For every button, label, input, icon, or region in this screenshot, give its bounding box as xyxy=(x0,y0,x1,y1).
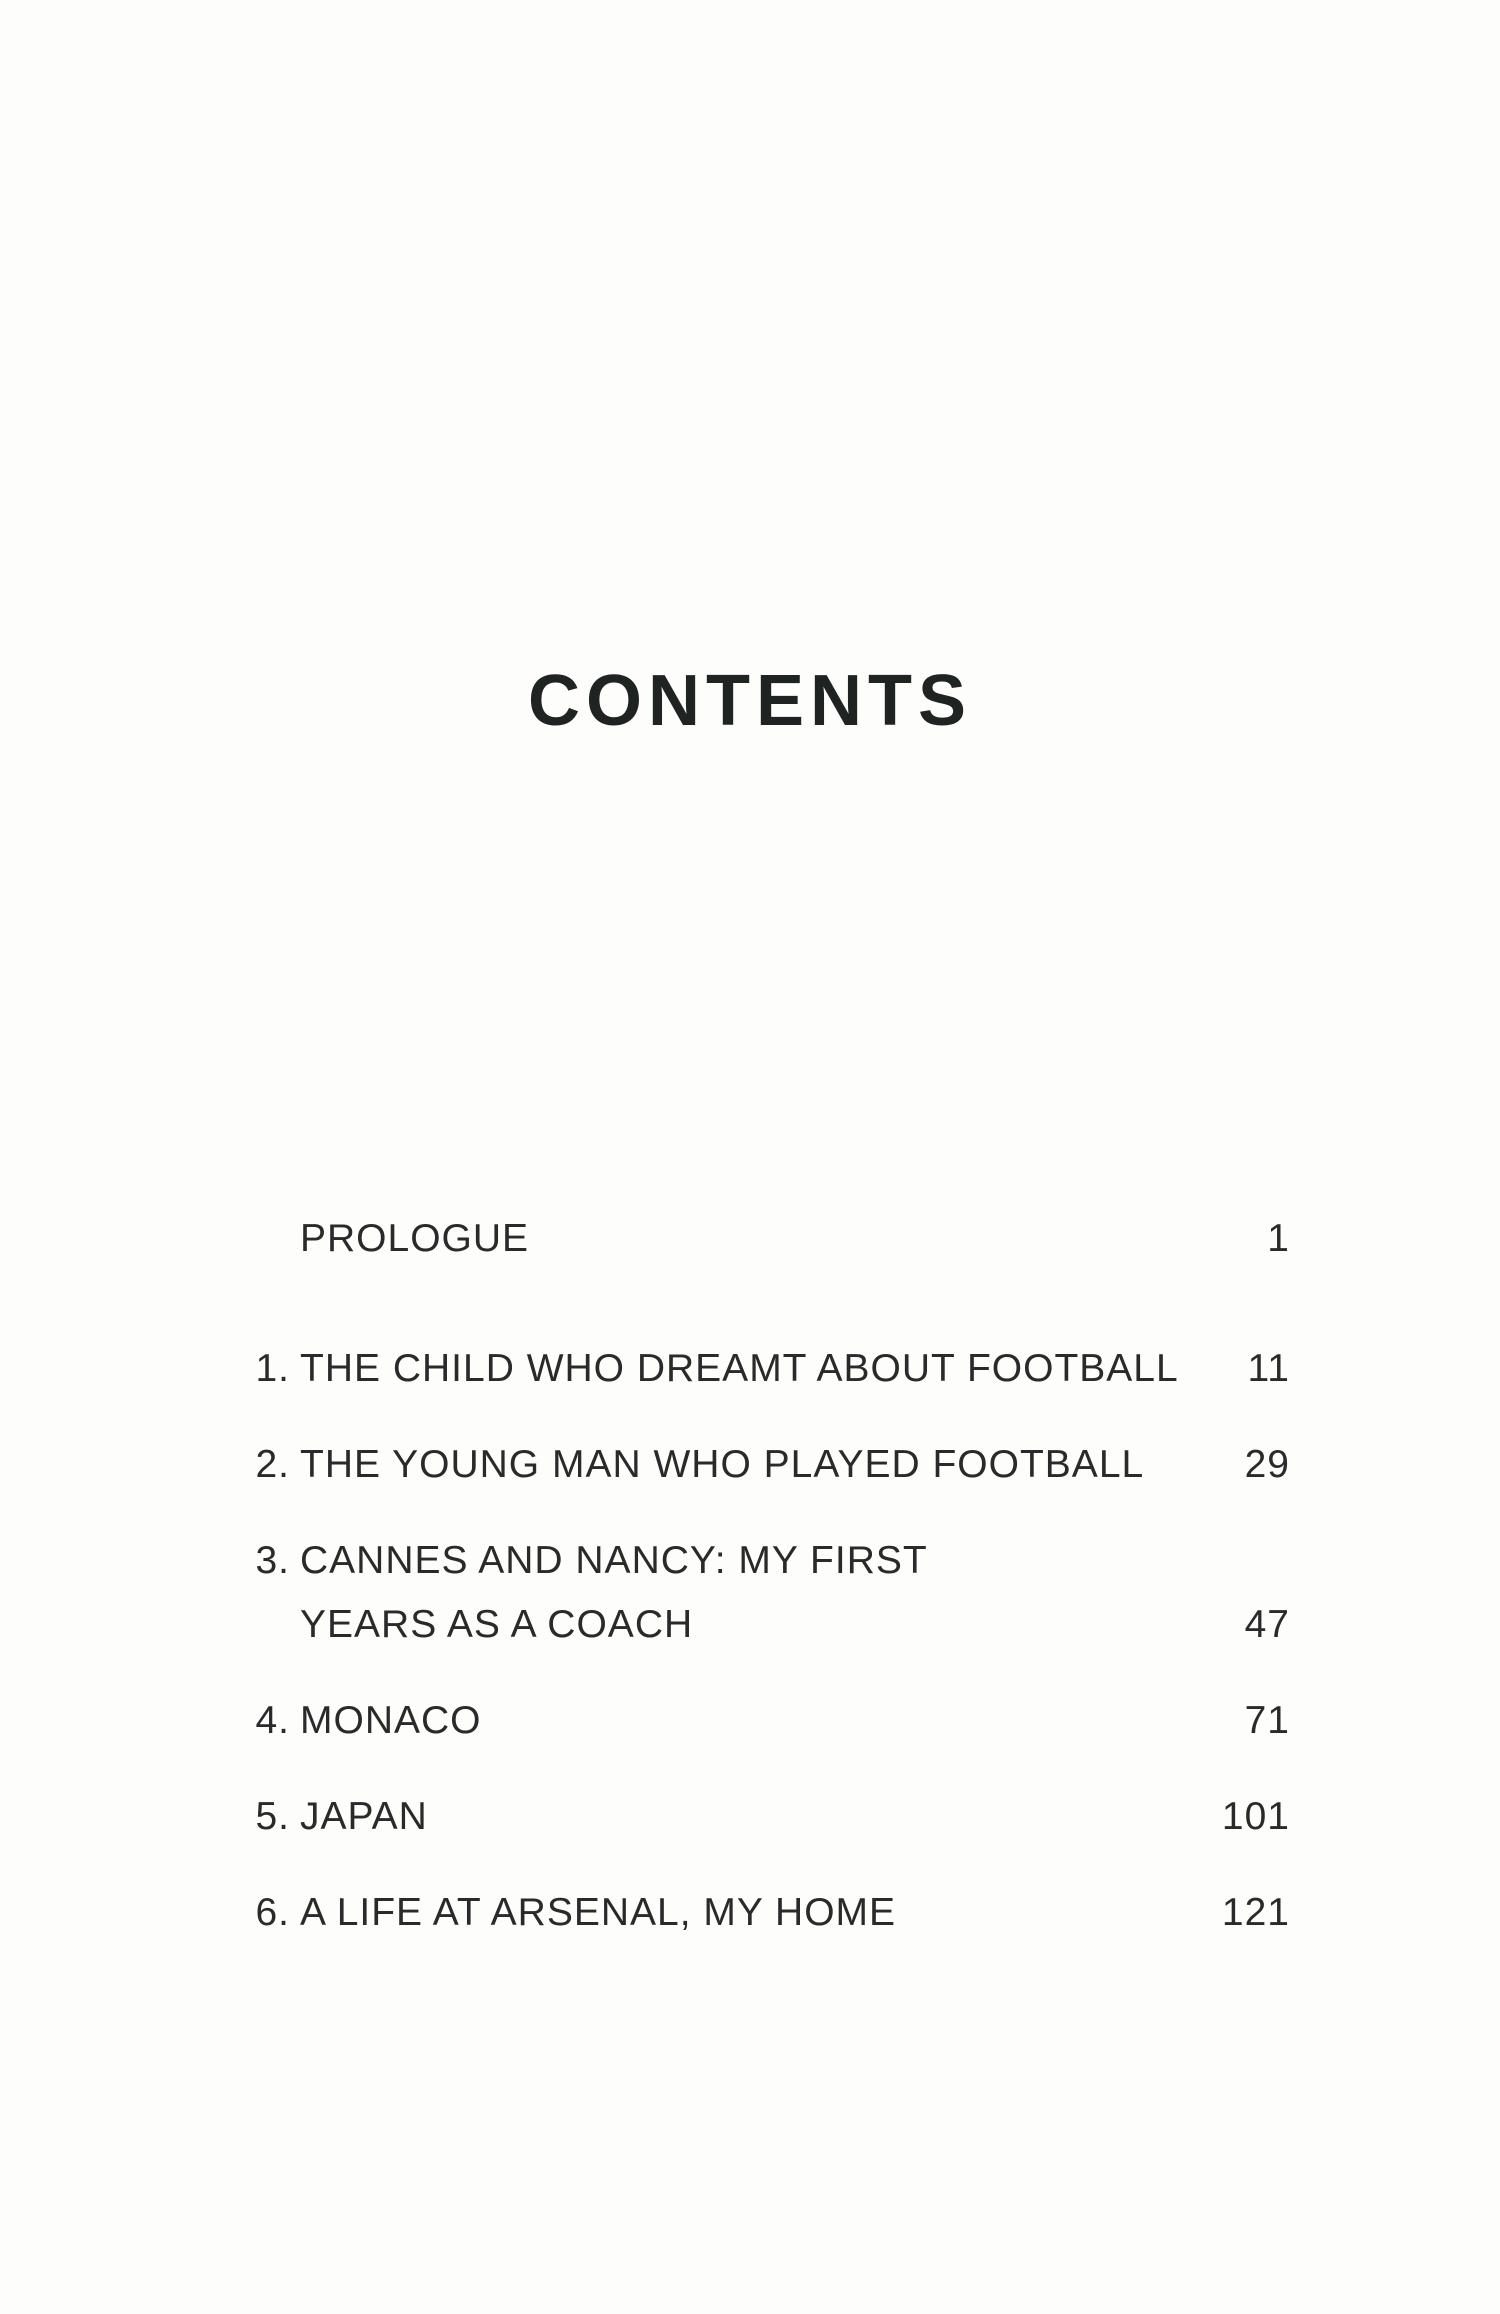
entry-page-number: 71 xyxy=(1244,1699,1290,1742)
entry-number: 3. xyxy=(255,1539,290,1582)
entry-title xyxy=(300,1881,1200,1945)
entry-title-line: JAPAN xyxy=(300,1795,428,1838)
entry-page-number: 11 xyxy=(1247,1347,1290,1390)
entry-title-line: CANNES AND NANCY: MY FIRST xyxy=(300,1539,928,1582)
entry-title-line: THE YOUNG MAN WHO PLAYED FOOTBALL xyxy=(300,1443,1145,1486)
entry-number: 1. xyxy=(255,1347,290,1390)
entry-title xyxy=(300,1529,1200,1657)
entry-number: 6. xyxy=(255,1891,290,1934)
entry-number: 4. xyxy=(255,1699,290,1742)
entry-page-number: 1 xyxy=(1267,1217,1290,1260)
entry-title-line: THE CHILD WHO DREAMT ABOUT FOOTBALL xyxy=(300,1347,1179,1390)
entry-title xyxy=(300,1207,1200,1271)
entry-title xyxy=(300,1433,1200,1497)
entry-title-line: MONACO xyxy=(300,1699,482,1742)
entry-title xyxy=(300,1689,1200,1753)
entry-title xyxy=(300,1337,1200,1401)
entry-page-number: 47 xyxy=(1244,1603,1290,1646)
entry-title-line: YEARS AS A COACH xyxy=(300,1603,694,1646)
entry-page-number: 29 xyxy=(1244,1443,1290,1486)
entry-title xyxy=(300,1785,1200,1849)
entry-number: 5. xyxy=(255,1795,290,1838)
entry-page-number: 121 xyxy=(1221,1891,1290,1934)
entry-page-number: 101 xyxy=(1221,1795,1290,1838)
entry-title-line: A LIFE AT ARSENAL, MY HOME xyxy=(300,1891,897,1934)
entry-number: 2. xyxy=(255,1443,290,1486)
page-title: CONTENTS xyxy=(528,661,972,741)
entry-title-line: PROLOGUE xyxy=(300,1217,530,1260)
